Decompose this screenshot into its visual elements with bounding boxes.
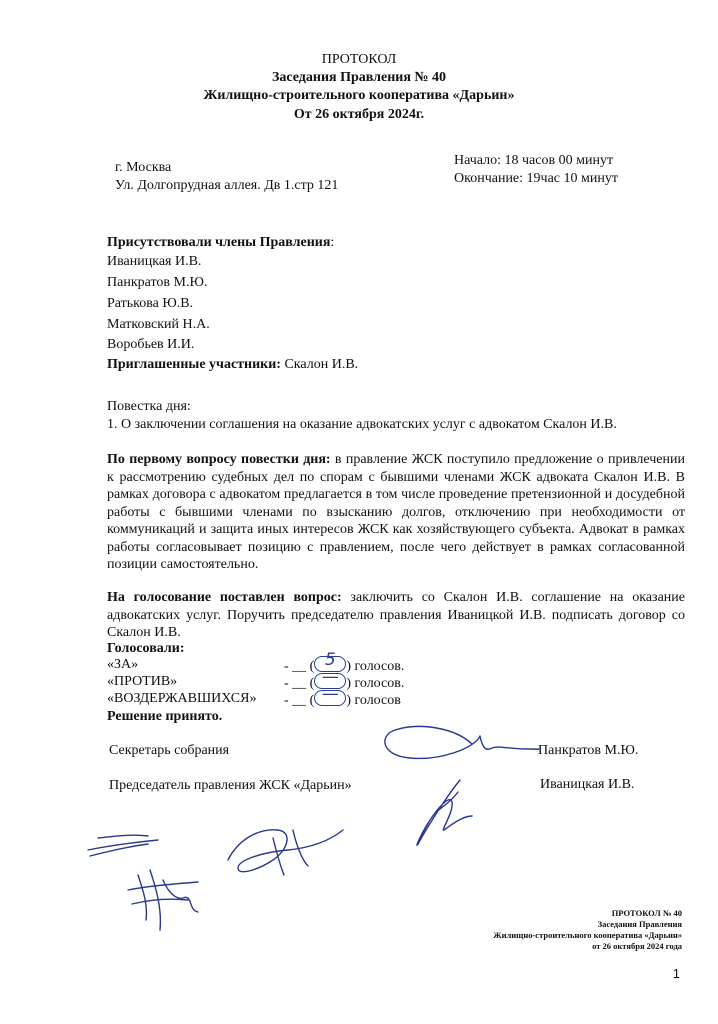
vote-for-mark-text: 5	[324, 650, 336, 670]
location-address: Ул. Долгопрудная аллея. Дв 1.стр 121	[115, 178, 339, 193]
doc-date: От 26 октября 2024г.	[293, 107, 425, 122]
agenda-item-1: 1. О заключении соглашения на оказание адвокатских услуг с адвокатом Скалон И.В.	[107, 417, 617, 432]
vote-against-dash: - __ (	[284, 676, 315, 691]
question-1-label: По первому вопросу повестки дня:	[107, 452, 331, 467]
vote-abstain-label: «ВОЗДЕРЖАВШИХСЯ»	[107, 691, 257, 706]
footer-meeting: Заседания Правления	[597, 919, 682, 929]
member-3: Ратькова Ю.В.	[107, 296, 194, 311]
member-2: Панкратов М.Ю.	[107, 275, 208, 290]
member-4: Матковский Н.А.	[107, 317, 210, 332]
page-number: 1	[672, 966, 680, 981]
secretary-label: Секретарь собрания	[109, 743, 230, 758]
voted-heading: Голосовали:	[107, 641, 185, 656]
doc-subtitle-coop: Жилищно-строительного кооператива «Дарьин»	[203, 88, 515, 103]
question-1-text: в правление ЖСК поступило предложение о привлечении к рассмотрению судебных дел по спорам с бывшими членами ЖСК адвоката Скалон И.В. В рамках договора с адвокатом предлагается в том числе проведение претензионной и досудебной работы с бывшими членами по взысканию долгов, отключению при необходимости от коммуникаций и защита иных интересов ЖСК как хозяйствующего субъекта. Адвокат в рамках работы согласовывает позицию с правлением, после чего действует в рамках согласованной позиции самостоятельно.	[107, 452, 685, 572]
chairman-label: Председатель правления ЖСК «Дарьин»	[109, 778, 352, 793]
vote-for-suffix: ) голосов.	[346, 659, 405, 674]
doc-title: ПРОТОКОЛ	[321, 52, 397, 67]
location-city: г. Москва	[115, 160, 172, 175]
vote-against-suffix: ) голосов.	[346, 676, 405, 691]
member-signatures	[88, 820, 348, 935]
start-time: Начало: 18 часов 00 минут	[454, 153, 614, 168]
end-time: Окончание: 19час 10 минут	[454, 171, 618, 186]
vote-abstain-mark-text: —	[321, 684, 339, 704]
vote-for-dash: - __ (	[284, 659, 315, 674]
secretary-signature	[380, 718, 540, 768]
decision-text: Решение принято.	[107, 709, 223, 724]
vote-row-for	[107, 650, 405, 674]
footer-coop: Жилищно-строительного кооператива «Дарьин»	[493, 930, 682, 940]
secretary-name: Панкратов М.Ю.	[538, 743, 639, 758]
vote-abstain-suffix: ) голосов	[346, 693, 401, 708]
vote-question-text: заключить со Скалон И.В. соглашение на оказание адвокатских услуг. Поручить председателю правления Иваницкой И.В. подписать договор со Скалон И.В.	[107, 590, 685, 640]
vote-abstain-dash: - __ (	[284, 693, 315, 708]
member-1: Иваницкая И.В.	[107, 254, 202, 269]
doc-subtitle-meeting: Заседания Правления № 40	[272, 70, 446, 85]
present-heading-colon: :	[330, 235, 335, 250]
invited-participants	[107, 356, 358, 374]
agenda-heading: Повестка дня:	[107, 399, 191, 414]
invited-value: Скалон И.В.	[280, 357, 359, 372]
present-heading-label: Присутствовали члены Правления	[107, 235, 331, 250]
invited-label: Приглашенные участники:	[107, 357, 281, 372]
vote-question-label: На голосование поставлен вопрос:	[107, 590, 342, 605]
vote-question-paragraph	[107, 589, 685, 642]
footer-title: ПРОТОКОЛ № 40	[611, 908, 682, 918]
question-1-paragraph	[107, 451, 685, 574]
vote-abstain-count	[284, 684, 401, 710]
chairman-signature	[400, 772, 480, 852]
vote-against-label: «ПРОТИВ»	[107, 674, 178, 689]
vote-against-mark-text: —	[321, 667, 339, 687]
footer-date: от 26 октября 2024 года	[592, 941, 682, 951]
vote-abstain-handwritten-mark	[314, 684, 346, 706]
present-heading	[107, 234, 334, 252]
vote-row-abstain	[107, 684, 401, 708]
chairman-name: Иваницкая И.В.	[540, 777, 635, 792]
vote-row-against	[107, 667, 405, 691]
vote-for-label: «ЗА»	[107, 657, 139, 672]
member-5: Воробьев И.И.	[107, 337, 195, 352]
